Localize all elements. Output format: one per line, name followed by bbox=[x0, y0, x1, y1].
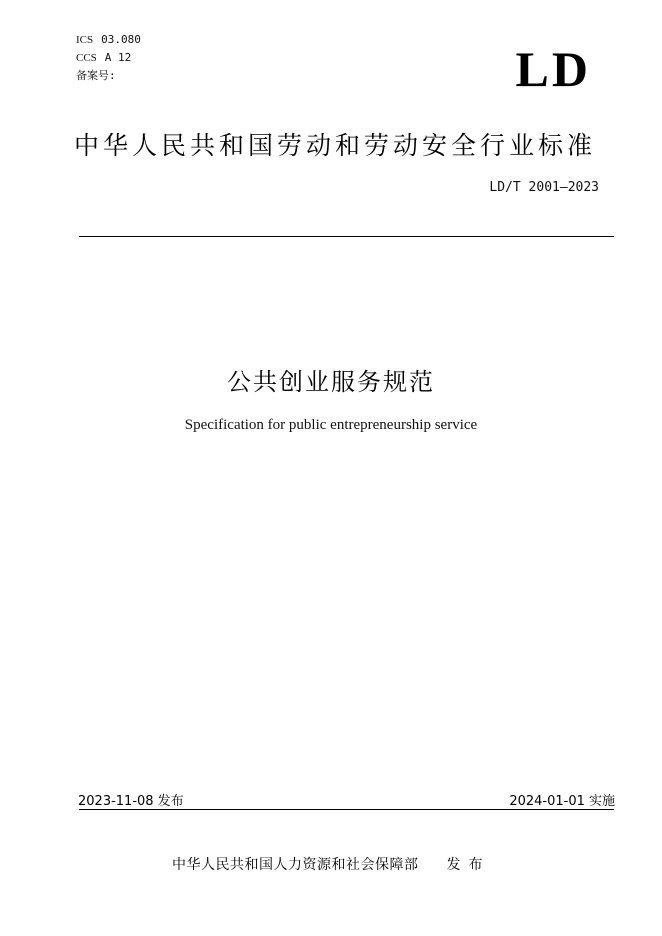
issuer-action: 发布 bbox=[446, 857, 491, 873]
document-metadata bbox=[76, 31, 141, 84]
header-divider bbox=[79, 236, 614, 237]
footer-divider bbox=[79, 809, 614, 810]
standard-brand-mark: LD bbox=[515, 41, 591, 97]
issuer-name: 中华人民共和国人力资源和社会保障部 bbox=[172, 857, 419, 873]
standard-category-title: 中华人民共和国劳动和劳动安全行业标准 bbox=[74, 131, 597, 160]
effective-date: 2024-01-01 实施 bbox=[509, 794, 615, 809]
issue-date: 2023-11-08 发布 bbox=[78, 794, 184, 809]
issuing-authority bbox=[172, 854, 491, 874]
filing-label: 备案号: bbox=[76, 69, 116, 82]
ccs-label: CCS bbox=[76, 52, 97, 64]
ics-value: 03.080 bbox=[101, 33, 141, 46]
standard-number: LD/T 2001—2023 bbox=[489, 180, 599, 195]
ccs-value: A 12 bbox=[104, 51, 132, 64]
document-title: 公共创业服务规范 bbox=[227, 368, 435, 396]
ccs-row bbox=[76, 49, 141, 67]
ics-row bbox=[76, 31, 141, 49]
document-title-english: Specification for public entrepreneurship service bbox=[184, 417, 478, 433]
filing-row bbox=[76, 67, 141, 84]
ics-label: ICS bbox=[76, 34, 94, 46]
